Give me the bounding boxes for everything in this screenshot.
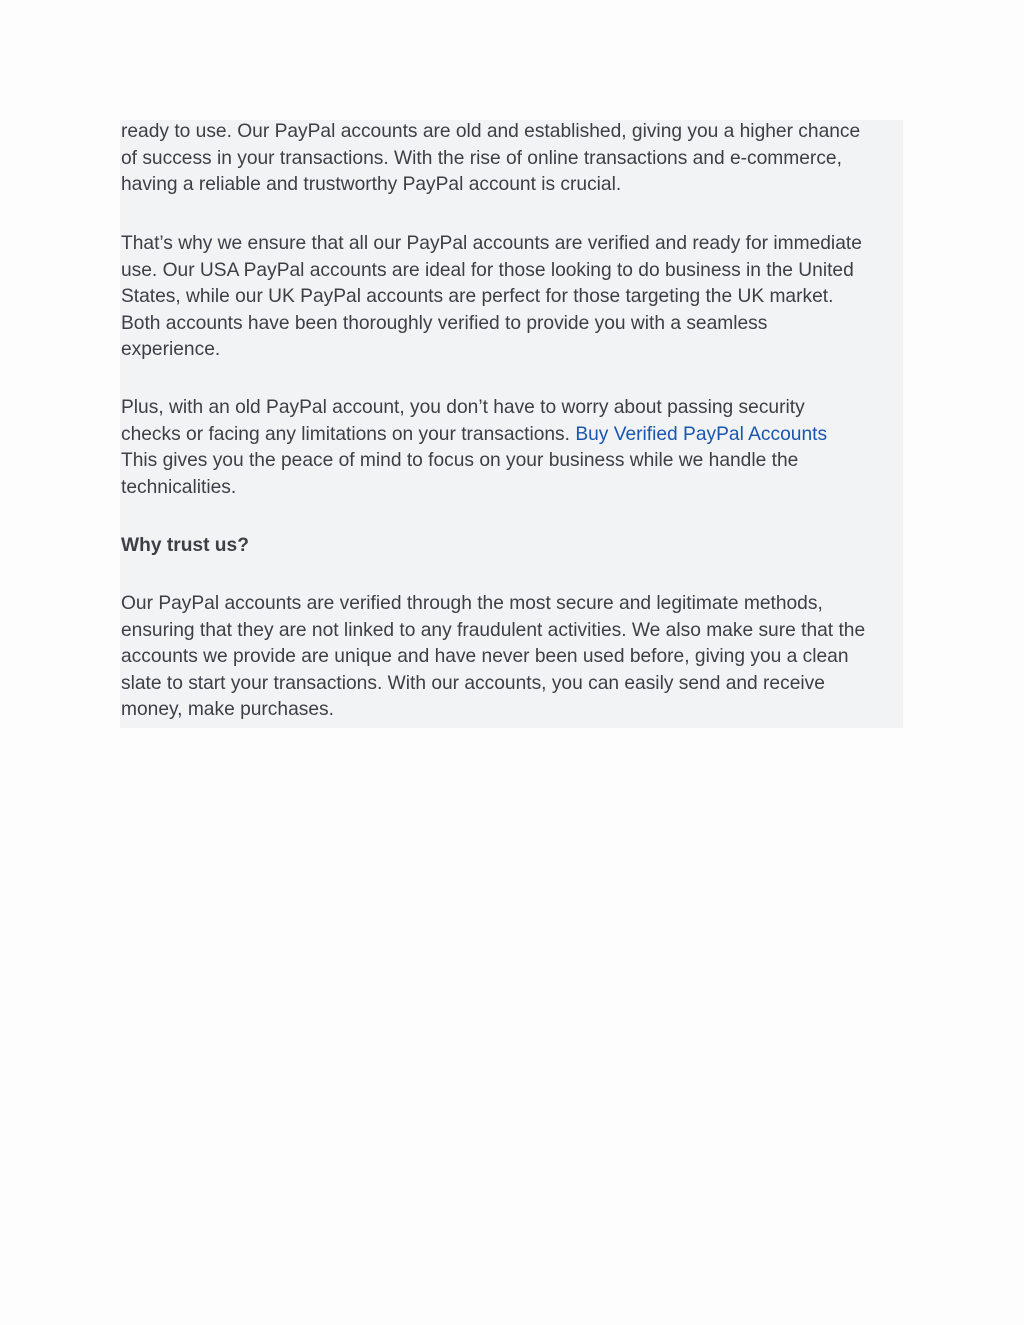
buy-verified-paypal-accounts-link[interactable]: Buy Verified PayPal Accounts	[575, 423, 828, 445]
paragraph-verified-accounts	[121, 231, 911, 364]
paragraph-line: experience.	[121, 339, 221, 360]
paragraph-line: Both accounts have been thoroughly verified to provide you with a seamless	[121, 312, 768, 334]
paragraph-old-account-benefits	[121, 395, 911, 501]
paragraph-line: money, make purchases.	[121, 699, 334, 720]
paragraph-line: technicalities.	[121, 476, 237, 498]
paragraph-line: Our PayPal accounts are verified through the most secure and legitimate methods,	[121, 593, 823, 614]
paragraph-line: accounts we provide are unique and have never been used before, giving you a clean	[121, 646, 849, 667]
paragraph-line: This gives you the peace of mind to focus on your business while we handle the	[121, 450, 799, 471]
paragraph-line: having a reliable and trustworthy PayPal account is crucial.	[121, 174, 622, 195]
paragraph-line: ensuring that they are not linked to any fraudulent activities. We also make sure that the	[121, 619, 866, 641]
paragraph-line: States, while our UK PayPal accounts are perfect for those targeting the UK market.	[121, 286, 834, 307]
paragraph-line-with-link	[121, 422, 911, 449]
paragraph-trust-details	[121, 591, 911, 724]
paragraph-line-text: checks or facing any limitations on your transactions.	[121, 423, 576, 445]
paragraph-line: of success in your transactions. With the rise of online transactions and e-commerce,	[121, 147, 842, 169]
paragraph-paypal-accounts-established	[121, 119, 911, 199]
paragraph-line: That’s why we ensure that all our PayPal accounts are verified and ready for immediate	[121, 233, 862, 254]
paragraph-line: Plus, with an old PayPal account, you don’t have to worry about passing security	[121, 397, 805, 418]
paragraph-line: use. Our USA PayPal accounts are ideal for those looking to do business in the United	[121, 259, 854, 281]
paragraph-line: slate to start your transactions. With our accounts, you can easily send and receive	[121, 672, 825, 694]
paragraph-line: ready to use. Our PayPal accounts are old and established, giving you a higher chance	[121, 121, 861, 142]
section-heading-why-trust-us: Why trust us?	[121, 535, 249, 556]
